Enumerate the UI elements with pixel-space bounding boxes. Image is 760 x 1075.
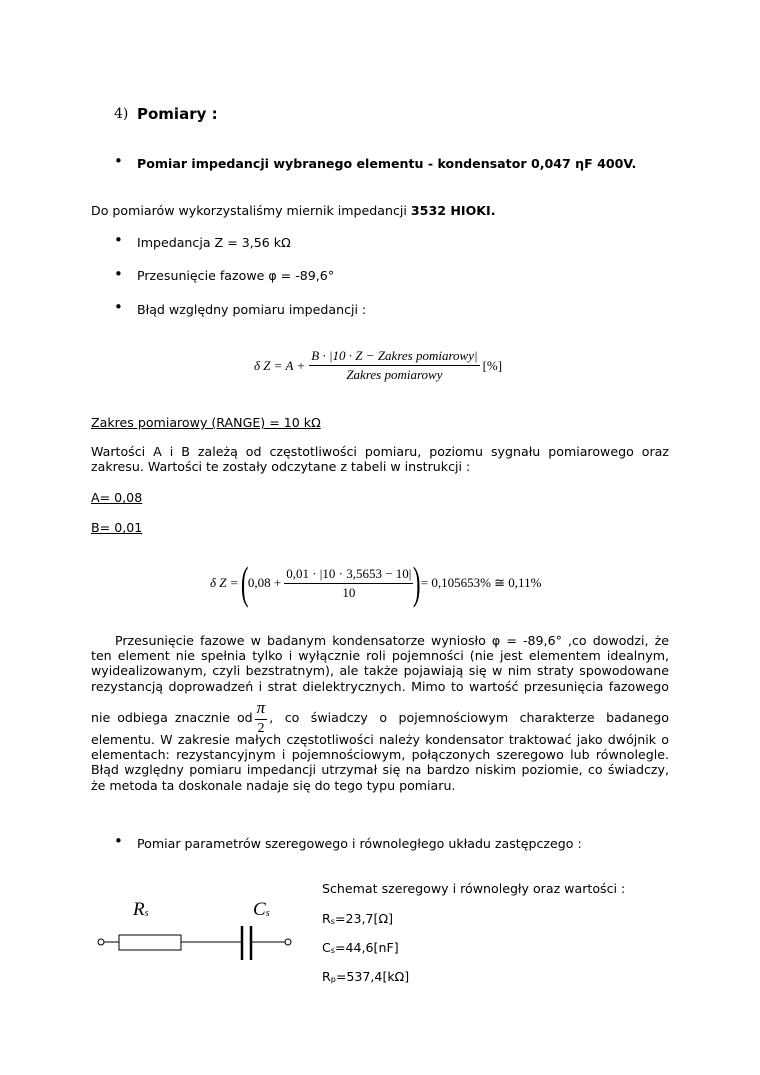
section-number: 4) <box>114 106 129 122</box>
formula-denominator: 10 <box>342 584 356 600</box>
pi-numerator: π <box>255 698 268 720</box>
formula-lhs: δ Z = <box>210 575 239 590</box>
item-heading: Pomiar impedancji wybranego elementu - kondensator 0,047 ηF 400V. <box>137 156 637 171</box>
value-cs: $C_s=44,6[nF]$ <box>322 940 399 955</box>
conclusion-after-pi: , co świadczy o pojemnościowym charakterze badanego <box>269 710 669 725</box>
list-item: Impedancja Z = 3,56 kΩ <box>137 235 291 250</box>
bullet: • <box>114 265 123 283</box>
formula-fraction <box>284 566 413 601</box>
value-rp: $R_p=537,4[k\Omega]$ <box>322 969 410 984</box>
item-heading: Pomiar parametrów szeregowego i równoległego układu zastępczego : <box>137 836 582 851</box>
device-name: 3532 HIOKI. <box>410 203 496 218</box>
conclusion-before-pi: nie odbiega znacznie od <box>91 710 253 725</box>
bracket-right: ) <box>413 557 421 608</box>
terminal-left <box>98 939 104 945</box>
bracket-left: ( <box>240 557 249 608</box>
formula-lhs: δ Z = A + <box>254 357 306 373</box>
resistor-label: $R_s$ <box>133 899 149 920</box>
formula-first-term: 0,08 + <box>247 575 282 590</box>
formula-unit: [%] <box>482 357 503 373</box>
values-heading: Schemat szeregowy i równoległy oraz wartości : <box>322 881 626 896</box>
intro-line <box>91 203 496 218</box>
intro-text: Do pomiarów wykorzystaliśmy miernik impedancji <box>91 203 411 218</box>
bullet: • <box>114 832 123 850</box>
range-line: Zakres pomiarowy (RANGE) = 10 kΩ <box>91 415 321 430</box>
coefficient-a: A= 0,08 <box>91 490 143 505</box>
bullet: • <box>114 152 123 170</box>
capacitor-label: $C_s$ <box>253 899 270 920</box>
section-title: Pomiary : <box>137 105 218 123</box>
coefficient-b: B= 0,01 <box>91 520 143 535</box>
terminal-right <box>285 939 291 945</box>
list-item: Przesunięcie fazowe φ = -89,6° <box>137 268 335 283</box>
conclusion-part1: Przesunięcie fazowe w badanym kondensatorze wyniosło φ = -89,6° ,co dowodzi, że ten element nie spełnia tylko i wyłącznie roli pojemności (nie jest elementem idealnym, wyidealizowanym, czyli bezstratnym), ale także pojawiają się w nim straty spowodowane rezystancją doprowadzeń i strat dielektrycznych. Mimo to wartość przesunięcia fazowego <box>91 633 669 694</box>
formula-result: = 0,105653% ≅ 0,11% <box>420 575 542 590</box>
bullet: • <box>114 231 123 249</box>
pi-denominator: 2 <box>257 721 265 736</box>
resistor-symbol <box>119 935 181 950</box>
formula-numerator: 0,01 · |10 · 3,5653 − 10| <box>284 566 413 584</box>
formula-numerator: B · |10 · Z − Zakres pomiarowy| <box>309 348 479 366</box>
bullet: • <box>114 298 123 316</box>
formula-fraction <box>309 348 479 383</box>
formula-calculation <box>210 557 542 608</box>
formula-denominator: Zakres pomiarowy <box>346 367 443 382</box>
formula-relative-error <box>254 348 502 383</box>
value-rs: $R_s=23,7[\Omega]$ <box>322 911 393 926</box>
list-item: Błąd względny pomiaru impedancji : <box>137 302 367 317</box>
coefficient-paragraph: Wartości A i B zależą od częstotliwości pomiaru, poziomu sygnału pomiarowego oraz zakresu. Wartości te zostały odczytane z tabeli w instrukcji : <box>91 444 669 475</box>
conclusion-part2: elementu. W zakresie małych częstotliwości należy kondensator traktować jako dwójnik o elementach: rezystancyjnym i pojemnościowym, połączonych szeregowo lub równolegle. Błąd względny pomiaru impedancji utrzymał się na bardzo niskim poziomie, co świadczy, że metoda ta doskonale nadaje się do tego typu pomiaru. <box>91 732 669 793</box>
